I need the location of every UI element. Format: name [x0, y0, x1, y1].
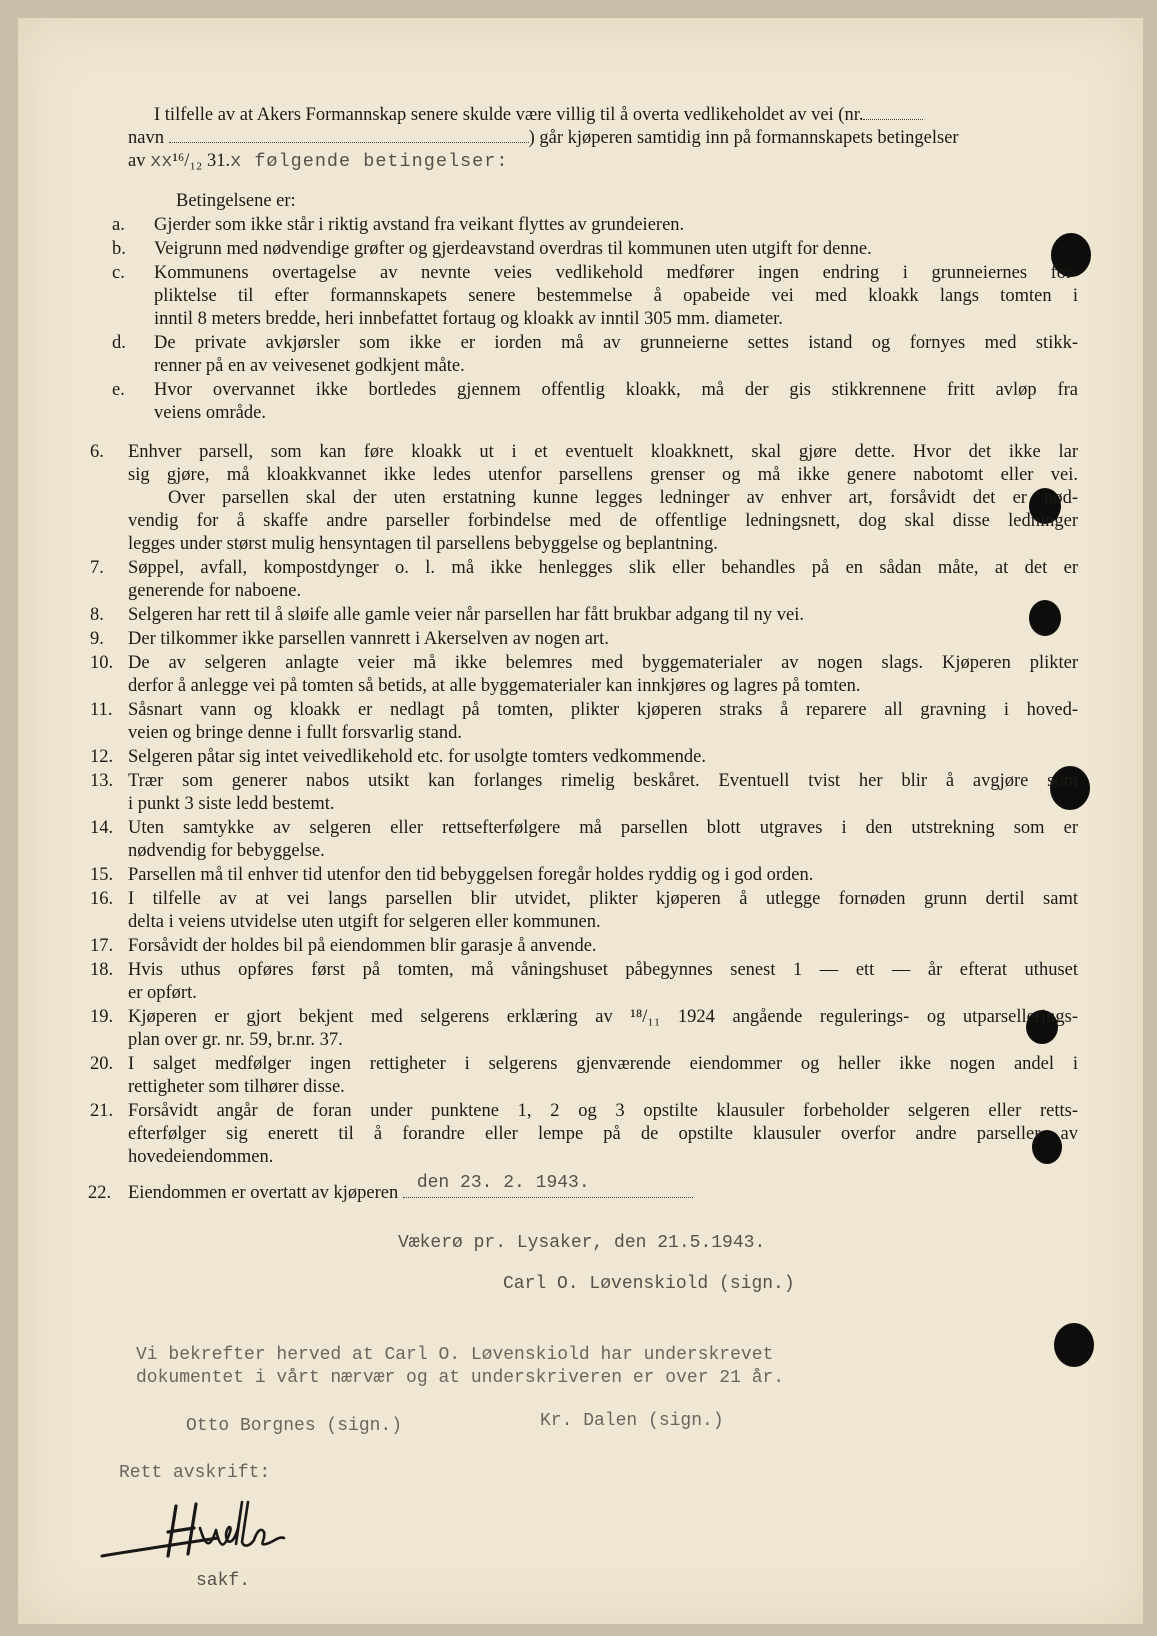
item-line: Gjerder som ikke står i riktig avstand fra veikant flyttes av grundeieren. [154, 215, 685, 235]
item-line: inntil 8 meters bredde, heri innbefattet fortaug og kloakk av inntil 305 mm. diameter. [154, 309, 783, 329]
intro-line-3 [128, 150, 508, 173]
punch-hole [1054, 1323, 1094, 1367]
item-line: Kommunens overtagelse av nevnte veies vedlikehold medfører ingen endring i grunneiernes for- [154, 263, 1078, 283]
typed-overstrike: xx [150, 151, 173, 172]
item-line: i punkt 3 siste ledd bestemt. [128, 794, 335, 814]
item-line: I salget medfølger ingen rettigheter i selgerens gjenværende eiendommer og heller ikke nogen andel i [128, 1054, 1078, 1074]
item-line: Kjøperen er gjort bekjent med selgerens erklæring av ¹⁸/₁₁ 1924 angående regulerings- og utparsellerings- [128, 1007, 1078, 1027]
item-number: 12. [90, 747, 114, 767]
item-line: Såsnart vann og kloakk er nedlagt på tomten, plikter kjøperen straks å reparere all gravning i hoved- [128, 700, 1078, 720]
item-line: pliktelse til efter formannskapets senere bestemmelse å opabeide vei med kloakk langs tomten i [154, 286, 1078, 306]
item-line: sig gjøre, må kloakkvannet ikke ledes utenfor parsellens grenser og må ikke genere nabotomt eller vei. [128, 465, 1078, 485]
item-line: nødvendig for bebyggelse. [128, 841, 325, 861]
item-number: e. [112, 380, 125, 400]
item-line: Over parsellen skal der uten erstatning kunne legges ledninger av enhver art, forsåvidt det er nød- [168, 488, 1078, 508]
item-line: Hvis uthus opføres først på tomten, må våningshuset påbegynnes senest 1 — ett — år efterat uthuset [128, 960, 1078, 980]
item-text: Eiendommen er overtatt av kjøperen [128, 1183, 399, 1203]
item-line: Selgeren påtar sig intet veivedlikehold etc. for usolgte tomters vedkommende. [128, 747, 706, 767]
item-number: 17. [90, 936, 114, 956]
item-number: 20. [90, 1054, 114, 1074]
intro-line-1 [154, 104, 923, 127]
intro-text: navn [128, 128, 164, 148]
item-line: plan over gr. nr. 59, br.nr. 37. [128, 1030, 343, 1050]
seller-signature: Carl O. Løvenskiold (sign.) [503, 1274, 795, 1294]
item-line: Der tilkommer ikke parsellen vannrett i Akerselven av nogen art. [128, 629, 609, 649]
item-number: 11. [90, 700, 113, 720]
item-line: generende for naboene. [128, 581, 302, 601]
item-line: Forsåvidt der holdes bil på eiendommen blir garasje å anvende. [128, 936, 597, 956]
item-number: 16. [90, 889, 114, 909]
intro-text: I tilfelle av at Akers Formannskap senere skulde være villig til å overta vedlikeholdet av vei (nr. [154, 105, 864, 125]
witness-b: Kr. Dalen (sign.) [540, 1411, 724, 1431]
item-number: b. [112, 239, 126, 259]
place-and-date: Vækerø pr. Lysaker, den 21.5.1943. [398, 1233, 766, 1253]
item-line: Enhver parsell, som kan føre kloakk ut i et eventuelt kloakknett, skal gjøre dette. Hvor det ikke lar [128, 442, 1078, 462]
item-number: 15. [90, 865, 114, 885]
handwritten-signature [98, 1498, 318, 1578]
signer-title: sakf. [196, 1571, 251, 1591]
item-line: delta i veiens utvidelse uten utgift for selgeren eller kommunen. [128, 912, 601, 932]
item-number: 9. [90, 629, 104, 649]
item-line: Selgeren har rett til å sløife alle gamle veier når parsellen har fått brukbar adgang til ny vei. [128, 605, 804, 625]
intro-text: ) går kjøperen samtidig inn på formannskapets betingelser [528, 128, 959, 148]
item-line: renner på en av veivesenet godkjent måte. [154, 356, 465, 376]
item-number: 13. [90, 771, 114, 791]
takeover-date: den 23. 2. 1943. [416, 1173, 590, 1193]
intro-text: av [128, 151, 151, 171]
item-line: veiens område. [154, 403, 266, 423]
item-line: De av selgeren anlagte veier må ikke belemres med byggematerialer av nogen slags. Kjøperen plikter [128, 653, 1078, 673]
item-line: Forsåvidt angår de foran under punktene 1, 2 og 3 opstilte klausuler forbeholder selgeren eller retts- [128, 1101, 1078, 1121]
item-line: derfor å anlegge vei på tomten så betids, at alle byggematerialer kan innkjøres og lagres på tomten. [128, 676, 861, 696]
witness-a: Otto Borgnes (sign.) [186, 1416, 403, 1436]
item-number: d. [112, 333, 126, 353]
item-line: efterfølger sig enerett til å forandre eller lempe på de opstilte klausuler overfor andre parseller av [128, 1124, 1078, 1144]
conditions-heading: Betingelsene er: [176, 191, 296, 211]
item-line: Parsellen må til enhver tid utenfor den tid bebyggelsen foregår holdes ryddig og i god orden. [128, 865, 814, 885]
item-number: 10. [90, 653, 114, 673]
item-line: veien og bringe denne i fullt forsvarlig stand. [128, 723, 462, 743]
item-line: er opført. [128, 983, 197, 1003]
item-number: 19. [90, 1007, 114, 1027]
item-number: 8. [90, 605, 104, 625]
item-line: rettigheter som tilhører disse. [128, 1077, 345, 1097]
copy-label: Rett avskrift: [119, 1463, 271, 1483]
item-line: legges under størst mulig hensyntagen til parsellens bebyggelse og beplantning. [128, 534, 718, 554]
item-line: Hvor overvannet ikke bortledes gjennem offentlig kloakk, må der gis stikkrennene fritt avløp fra [154, 380, 1078, 400]
item-line: vendig for å skaffe andre parseller forbindelse med de offentlige ledningsnett, dog skal disse ledninger [128, 511, 1078, 531]
item-number: c. [112, 263, 125, 283]
item-22 [128, 1173, 693, 1205]
item-number: 7. [90, 558, 104, 578]
item-number: 22. [88, 1183, 112, 1203]
item-number: 21. [90, 1101, 114, 1121]
item-number: 14. [90, 818, 114, 838]
item-line: I tilfelle av at vei langs parsellen blir utvidet, plikter kjøperen å utlegge fornøden grunn dertil samt [128, 889, 1078, 909]
item-line: hovedeiendommen. [128, 1147, 274, 1167]
item-line: Trær som generer nabos utsikt kan forlanges rimelig beskåret. Eventuell tvist her blir å avgjøre som [128, 771, 1078, 791]
item-number: 6. [90, 442, 104, 462]
item-line: Uten samtykke av selgeren eller rettsefterfølgere må parsellen blott utgraves i den utstrekning som er [128, 818, 1078, 838]
punch-hole [1029, 600, 1061, 636]
item-line: Veigrunn med nødvendige grøfter og gjerdeavstand overdras til kommunen uten utgift for denne. [154, 239, 872, 259]
item-number: a. [112, 215, 125, 235]
witness-statement-1: Vi bekrefter herved at Carl O. Løvenskiold har underskrevet [136, 1345, 774, 1365]
document-page [18, 18, 1143, 1624]
intro-text: ¹⁶/₁₂ 31. [172, 151, 231, 171]
item-number: 18. [90, 960, 114, 980]
witness-statement-2: dokumentet i vårt nærvær og at underskriveren er over 21 år. [136, 1368, 785, 1388]
intro-line-2 [128, 127, 959, 150]
item-line: Søppel, avfall, kompostdynger o. l. må ikke henlegges slik eller behandles på en sådan måte, at det er [128, 558, 1078, 578]
item-line: De private avkjørsler som ikke er iorden må av grunneierne settes istand og fornyes med stikk- [154, 333, 1078, 353]
typed-overstrike: x følgende betingelser: [230, 151, 509, 172]
